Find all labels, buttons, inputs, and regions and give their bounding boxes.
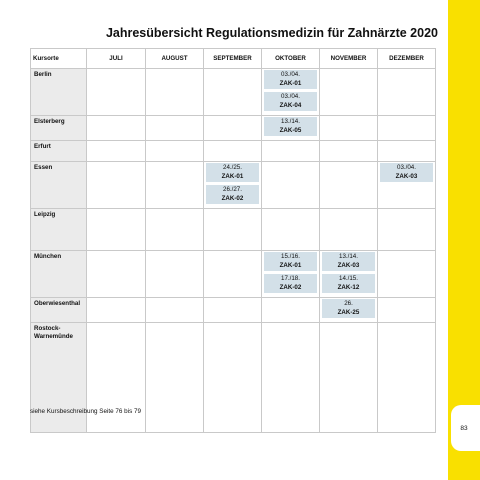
month-cell bbox=[146, 141, 204, 162]
course-calendar-table bbox=[30, 48, 436, 433]
location-cell: Berlin bbox=[31, 69, 87, 116]
table-row bbox=[31, 251, 436, 298]
course-code: ZAK-02 bbox=[279, 283, 302, 291]
course-code: ZAK-04 bbox=[279, 101, 302, 109]
location-cell: Leipzig bbox=[31, 209, 87, 251]
month-cell bbox=[262, 116, 320, 141]
course-entry bbox=[380, 163, 433, 182]
month-cell bbox=[204, 323, 262, 433]
course-entry bbox=[264, 252, 317, 271]
column-header-month: SEPTEMBER bbox=[204, 49, 262, 69]
course-entry bbox=[206, 163, 259, 182]
location-cell: Essen bbox=[31, 162, 87, 209]
column-header-month: AUGUST bbox=[146, 49, 204, 69]
course-code: ZAK-01 bbox=[279, 79, 302, 87]
course-code: ZAK-05 bbox=[279, 126, 302, 134]
location-cell: München bbox=[31, 251, 87, 298]
month-cell bbox=[204, 162, 262, 209]
location-cell: Oberwiesenthal bbox=[31, 298, 87, 323]
course-dates: 26. bbox=[344, 300, 353, 307]
column-header-location: Kursorte bbox=[31, 49, 87, 69]
month-cell bbox=[378, 69, 436, 116]
month-cell bbox=[87, 69, 146, 116]
month-cell bbox=[87, 323, 146, 433]
month-cell bbox=[378, 298, 436, 323]
month-cell bbox=[262, 298, 320, 323]
page-number: 83 bbox=[460, 425, 468, 432]
month-cell bbox=[87, 209, 146, 251]
month-cell bbox=[204, 251, 262, 298]
month-cell bbox=[320, 209, 378, 251]
course-dates: 03./04. bbox=[281, 93, 300, 100]
course-dates: 17./18. bbox=[281, 275, 300, 282]
column-header-month: JULI bbox=[87, 49, 146, 69]
month-cell bbox=[262, 209, 320, 251]
month-cell bbox=[146, 323, 204, 433]
month-cell bbox=[146, 69, 204, 116]
location-cell: Erfurt bbox=[31, 141, 87, 162]
location-cell: Rostock- Warnemünde bbox=[31, 323, 87, 433]
month-cell bbox=[262, 251, 320, 298]
column-header-month: DEZEMBER bbox=[378, 49, 436, 69]
month-cell bbox=[87, 116, 146, 141]
month-cell bbox=[87, 251, 146, 298]
month-cell bbox=[378, 323, 436, 433]
month-cell bbox=[87, 162, 146, 209]
month-cell bbox=[320, 141, 378, 162]
month-cell bbox=[146, 116, 204, 141]
column-header-month: OKTOBER bbox=[262, 49, 320, 69]
table-row bbox=[31, 298, 436, 323]
course-code: ZAK-02 bbox=[221, 194, 244, 202]
course-dates: 26./27. bbox=[223, 186, 242, 193]
table-row bbox=[31, 209, 436, 251]
month-cell bbox=[146, 209, 204, 251]
page-tab bbox=[451, 405, 480, 451]
course-entry bbox=[264, 70, 317, 89]
course-entry bbox=[206, 185, 259, 204]
table-row bbox=[31, 323, 436, 433]
month-cell bbox=[204, 298, 262, 323]
course-dates: 03./04. bbox=[397, 164, 416, 171]
month-cell bbox=[320, 69, 378, 116]
month-cell bbox=[320, 251, 378, 298]
month-cell bbox=[320, 298, 378, 323]
course-dates: 13./14. bbox=[281, 118, 300, 125]
month-cell bbox=[262, 162, 320, 209]
month-cell bbox=[378, 141, 436, 162]
course-entry bbox=[322, 274, 375, 293]
course-entry bbox=[264, 274, 317, 293]
month-cell bbox=[87, 141, 146, 162]
month-cell bbox=[378, 162, 436, 209]
footnote: siehe Kursbeschreibung Seite 76 bis 79 bbox=[30, 408, 141, 415]
course-code: ZAK-03 bbox=[337, 261, 360, 269]
month-cell bbox=[87, 298, 146, 323]
course-dates: 24./25. bbox=[223, 164, 242, 171]
month-cell bbox=[378, 116, 436, 141]
month-cell bbox=[204, 116, 262, 141]
month-cell bbox=[262, 69, 320, 116]
course-code: ZAK-03 bbox=[395, 172, 418, 180]
month-cell bbox=[378, 209, 436, 251]
table-row bbox=[31, 141, 436, 162]
month-cell bbox=[320, 162, 378, 209]
course-entry bbox=[264, 117, 317, 136]
course-dates: 14./15. bbox=[339, 275, 358, 282]
course-code: ZAK-25 bbox=[337, 308, 360, 316]
table-row bbox=[31, 69, 436, 116]
location-cell: Elsterberg bbox=[31, 116, 87, 141]
month-cell bbox=[262, 141, 320, 162]
course-code: ZAK-01 bbox=[279, 261, 302, 269]
month-cell bbox=[146, 162, 204, 209]
month-cell bbox=[378, 251, 436, 298]
month-cell bbox=[320, 323, 378, 433]
course-entry bbox=[322, 252, 375, 271]
course-entry bbox=[322, 299, 375, 318]
course-dates: 13./14. bbox=[339, 253, 358, 260]
month-cell bbox=[204, 141, 262, 162]
table-row bbox=[31, 116, 436, 141]
month-cell bbox=[262, 323, 320, 433]
month-cell bbox=[320, 116, 378, 141]
month-cell bbox=[146, 251, 204, 298]
column-header-month: NOVEMBER bbox=[320, 49, 378, 69]
page-title: Jahresübersicht Regulationsmedizin für Zahnärzte 2020 bbox=[105, 26, 438, 40]
month-cell bbox=[146, 298, 204, 323]
course-dates: 15./16. bbox=[281, 253, 300, 260]
header-row bbox=[31, 49, 436, 69]
month-cell bbox=[204, 69, 262, 116]
course-dates: 03./04. bbox=[281, 71, 300, 78]
course-entry bbox=[264, 92, 317, 111]
course-code: ZAK-01 bbox=[221, 172, 244, 180]
course-code: ZAK-12 bbox=[337, 283, 360, 291]
month-cell bbox=[204, 209, 262, 251]
table-row bbox=[31, 162, 436, 209]
